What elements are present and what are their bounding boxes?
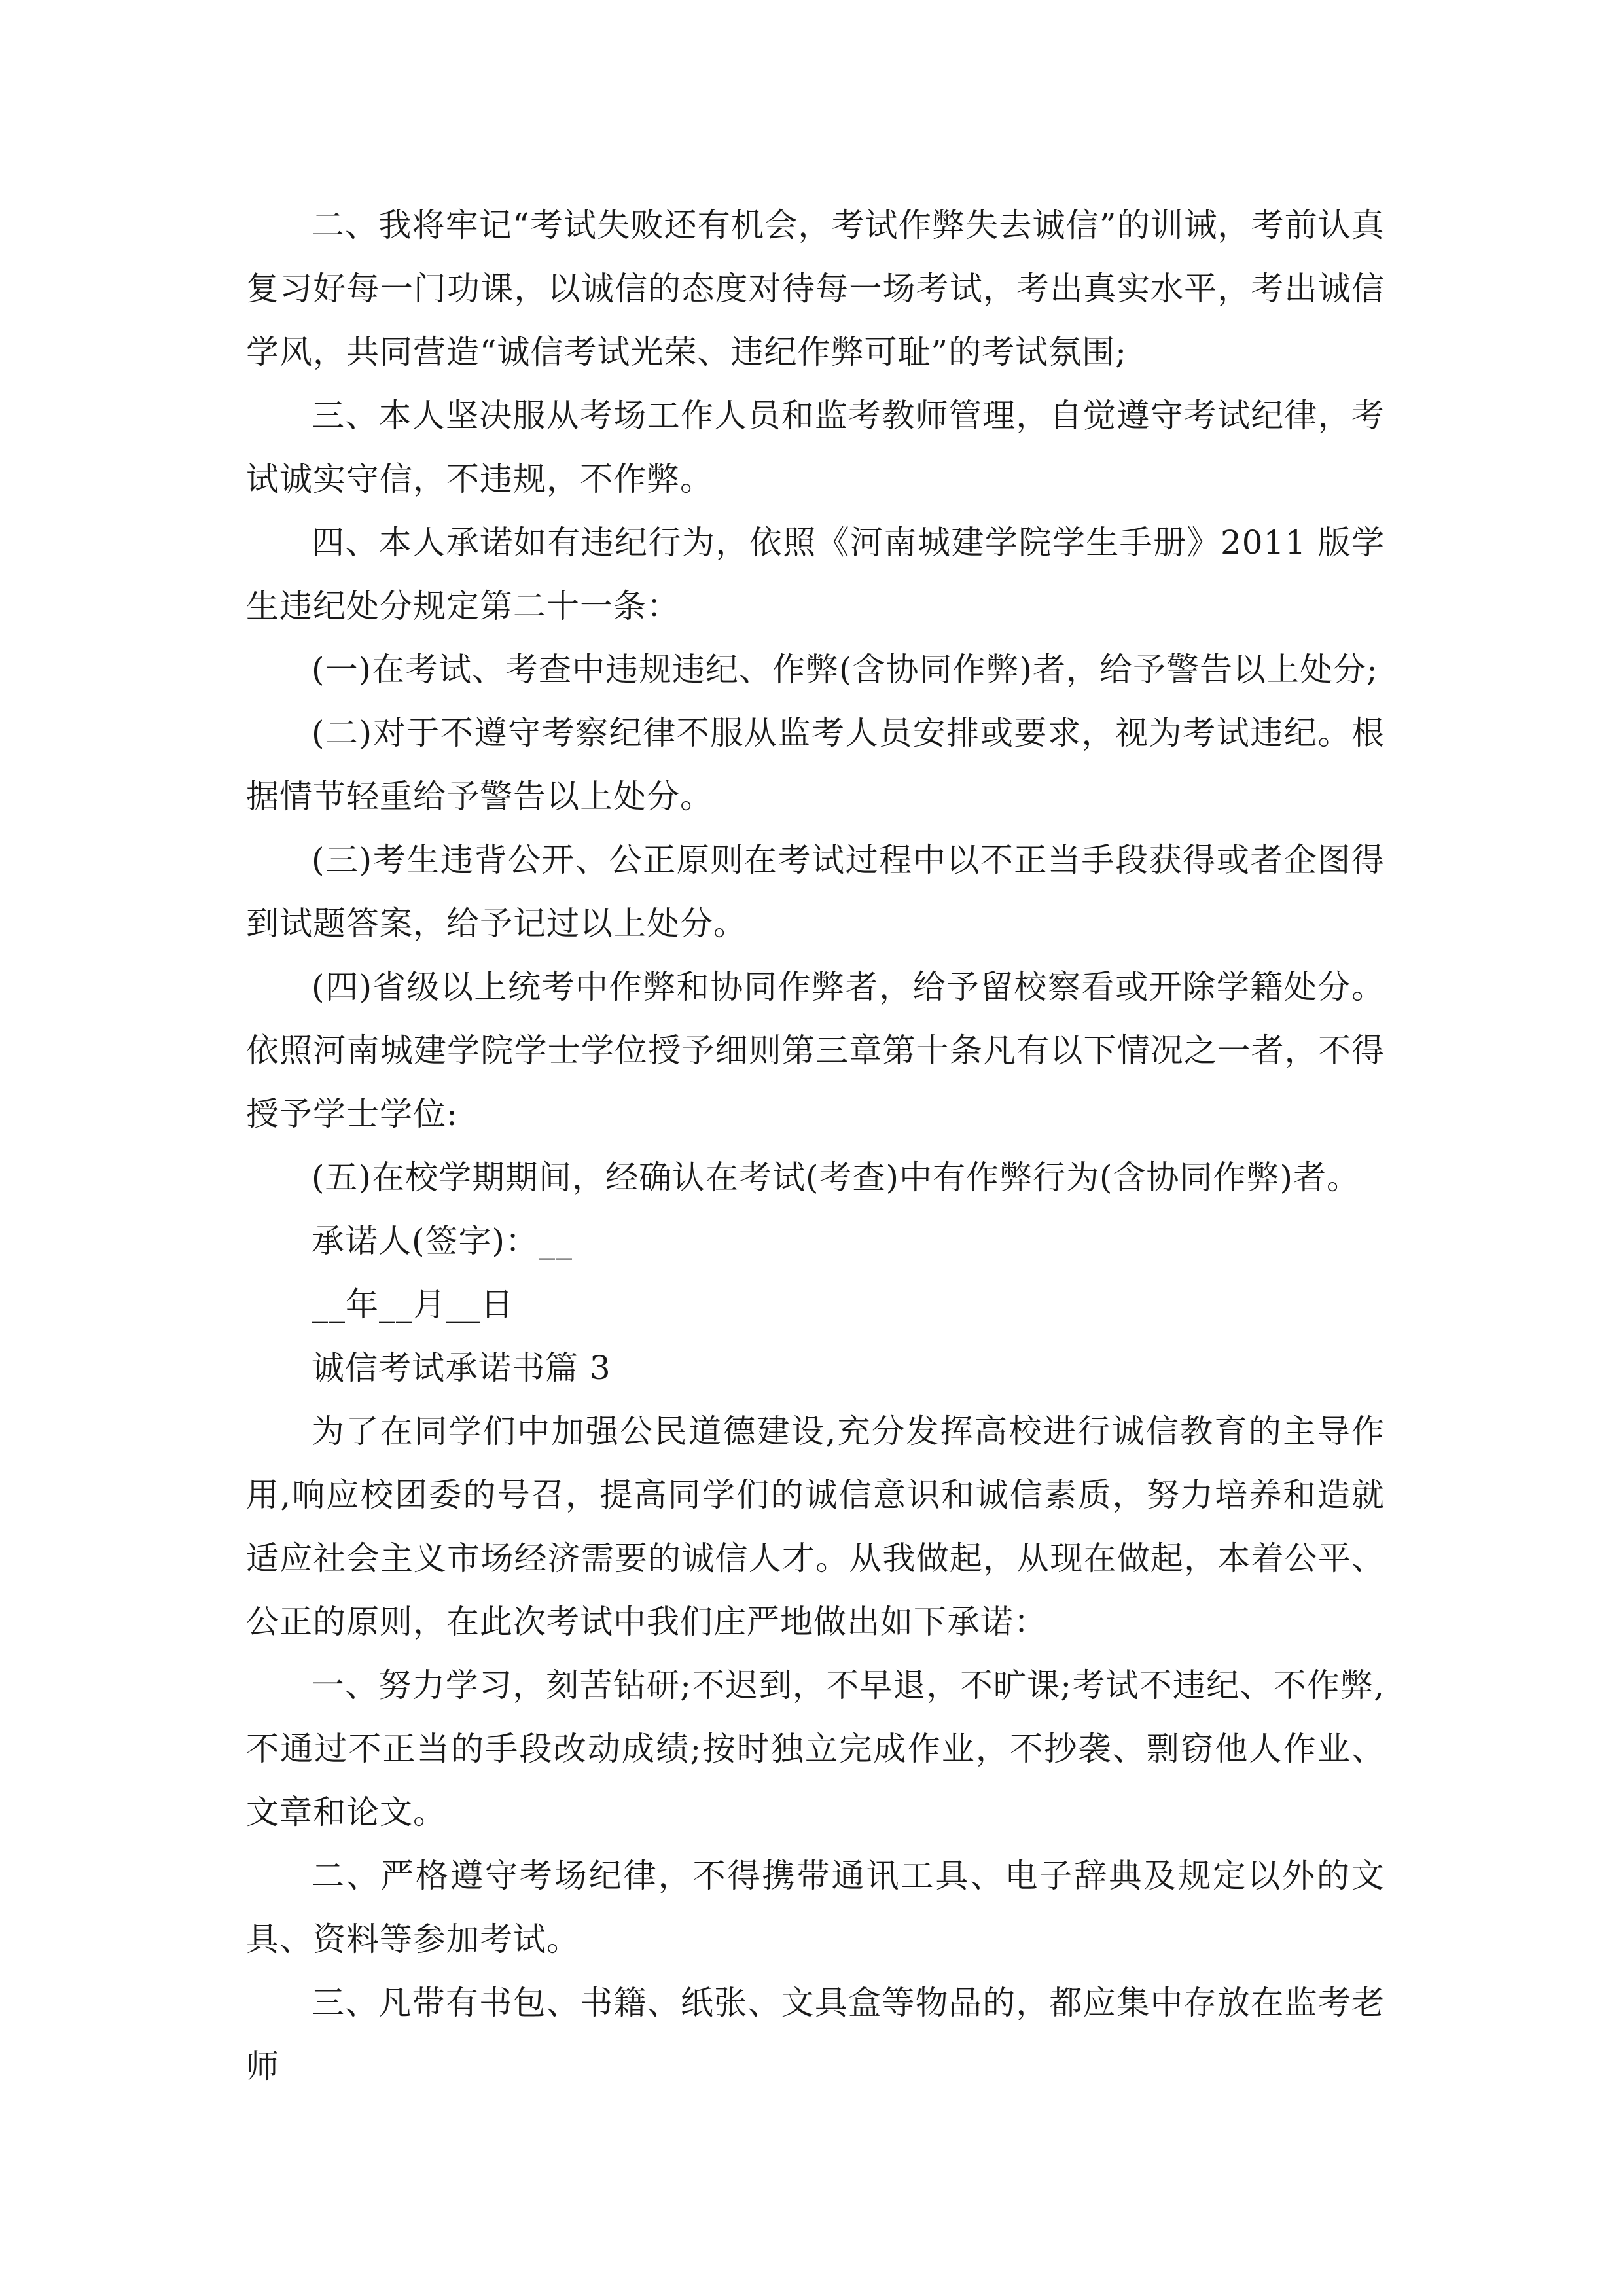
section-title: 诚信考试承诺书篇 3: [312, 1349, 611, 1387]
document-body: [246, 194, 1385, 2098]
clause-5: (五)在校学期期间，经确认在考试(考查)中有作弊行为(含协同作弊)者。: [312, 1158, 1361, 1196]
pledge-item-two: 二、严格遵守考场纪律，不得携带通讯工具、电子辞典及规定以外的文具、资料等参加考试。: [246, 1857, 1385, 1958]
date-line: __年__月__日: [312, 1285, 514, 1323]
clause-3: (三)考生违背公开、公正原则在考试过程中以不正当手段获得或者企图得到试题答案，给予记过以上处分。: [246, 841, 1385, 942]
paragraph-item-three: 三、本人坚决服从考场工作人员和监考教师管理，自觉遵守考试纪律，考试诚实守信，不违规，不作弊。: [246, 397, 1385, 498]
clause-4: (四)省级以上统考中作弊和协同作弊者，给予留校察看或开除学籍处分。依照河南城建学院学士学位授予细则第三章第十条凡有以下情况之一者，不得授予学士学位:: [246, 968, 1385, 1133]
clause-1: (一)在考试、考查中违规违纪、作弊(含协同作弊)者，给予警告以上处分;: [312, 651, 1378, 689]
pledge-item-three: 三、凡带有书包、书籍、纸张、文具盒等物品的，都应集中存放在监考老师: [246, 1984, 1385, 2085]
signature-line: 承诺人(签字)：__: [312, 1222, 573, 1260]
paragraph-item-four: 四、本人承诺如有违纪行为，依照《河南城建学院学生手册》2011 版学生违纪处分规定第二十一条：: [246, 524, 1385, 625]
pledge-item-one: 一、努力学习，刻苦钻研;不迟到，不早退，不旷课;考试不违纪、不作弊,不通过不正当的手段改动成绩;按时独立完成作业，不抄袭、剽窃他人作业、文章和论文。: [246, 1666, 1385, 1831]
intro-paragraph: 为了在同学们中加强公民道德建设,充分发挥高校进行诚信教育的主导作用,响应校团委的号召，提高同学们的诚信意识和诚信素质，努力培养和造就适应社会主义市场经济需要的诚信人才。从我做起，从现在做起，本着公平、公正的原则，在此次考试中我们庄严地做出如下承诺：: [246, 1412, 1385, 1641]
paragraph-item-two: 二、我将牢记“考试失败还有机会，考试作弊失去诚信”的训诫，考前认真复习好每一门功课，以诚信的态度对待每一场考试，考出真实水平，考出诚信学风，共同营造“诚信考试光荣、违纪作弊可耻”的考试氛围;: [246, 206, 1385, 371]
clause-2: (二)对于不遵守考察纪律不服从监考人员安排或要求，视为考试违纪。根据情节轻重给予警告以上处分。: [246, 714, 1385, 816]
